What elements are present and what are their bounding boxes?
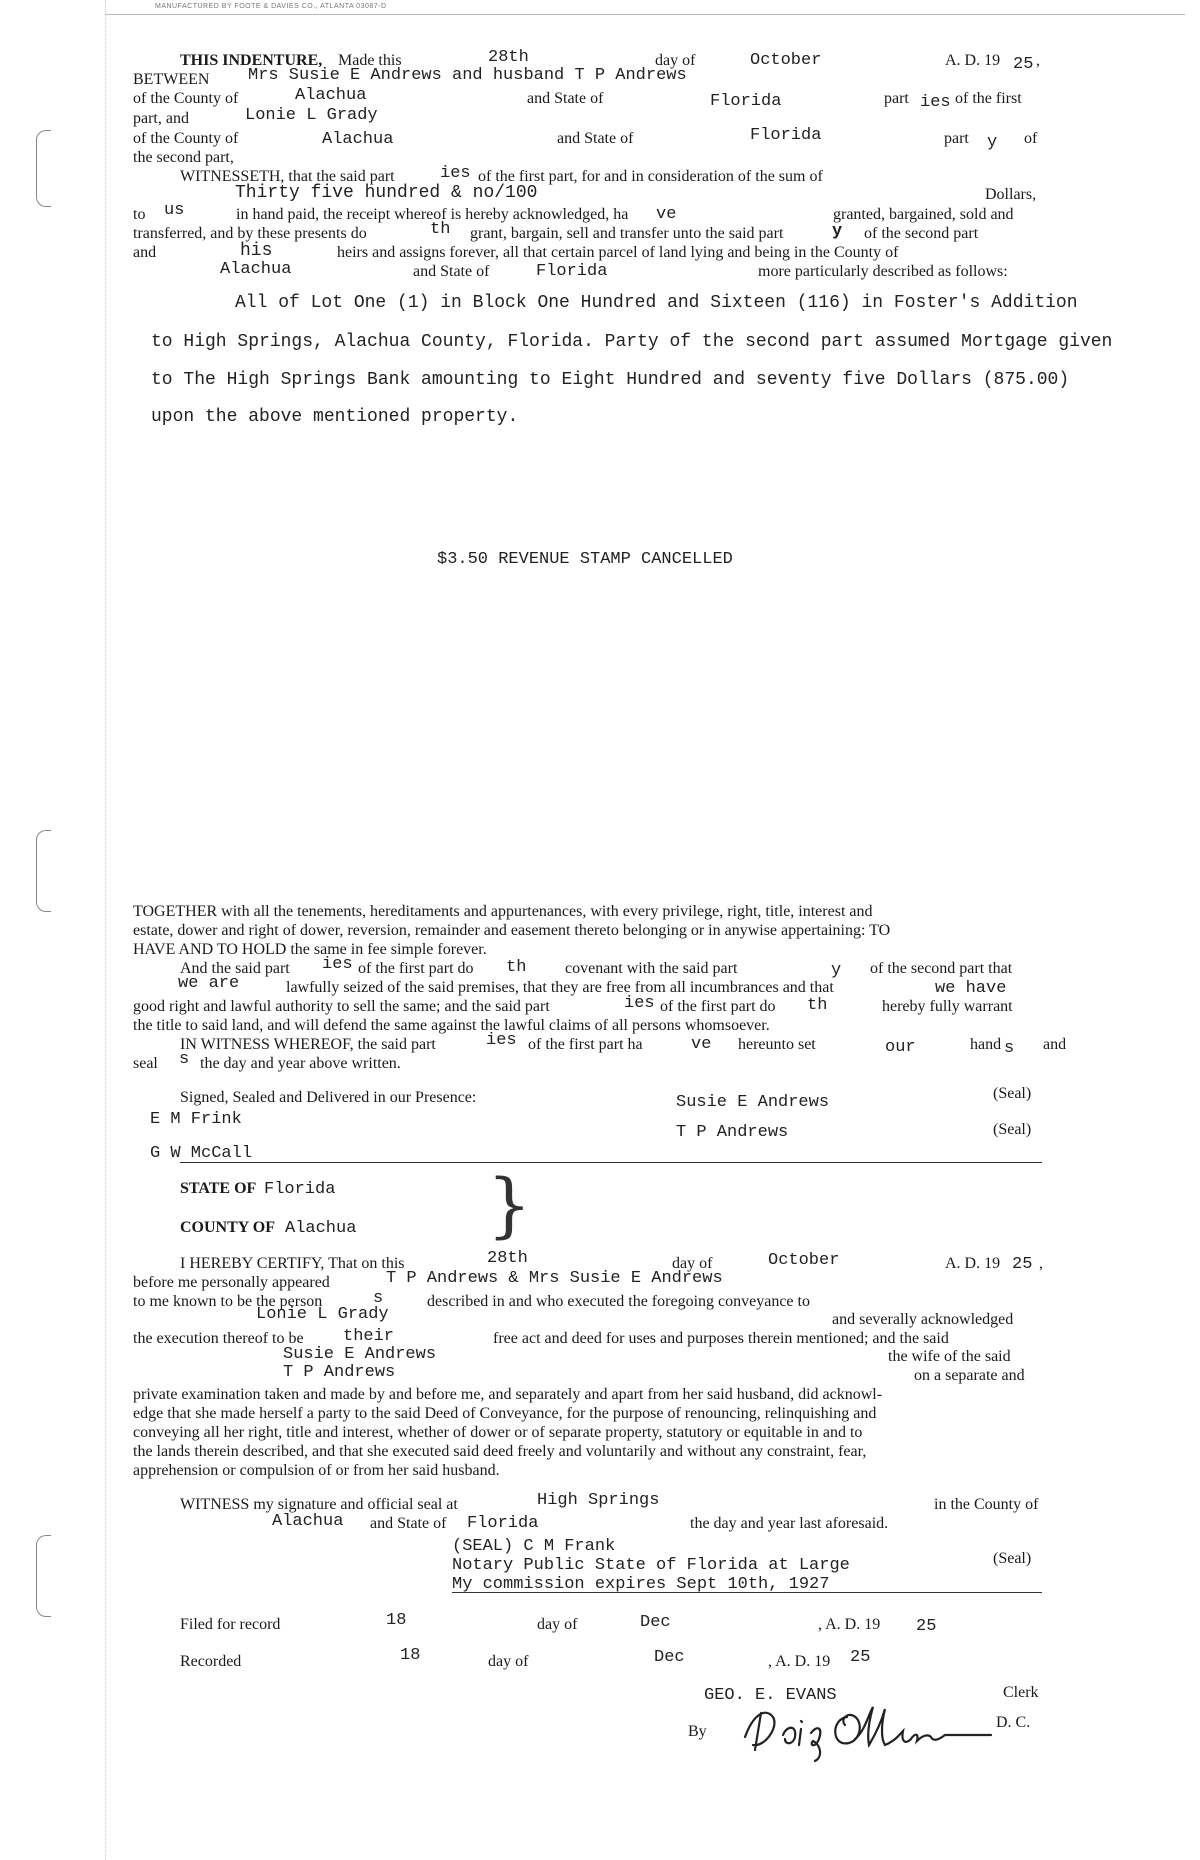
notary-line: Notary Public State of Florida at Large [452,1556,850,1575]
indenture-heading: THIS INDENTURE, [180,52,323,69]
certify-ad: A. D. 19 [945,1255,1001,1272]
title-text: the title to said land, and will defend the same against the lawful claims of all persons whomsoever. [133,1017,770,1034]
seal-suffix: s [179,1050,190,1069]
certify-month: October [768,1251,840,1270]
notary-rule [452,1592,1042,1593]
authority-text: good right and lawful authority to sell the same; and the said part [133,998,550,1015]
notary-seal-marker: (Seal) [993,1550,1032,1567]
grantor-part-suffix: ies [920,93,951,112]
grantor-names: Mrs Susie E Andrews and husband T P Andrews [248,66,687,85]
in-witness-and: and [1043,1036,1067,1053]
wife-of-text: the wife of the said [888,1348,1011,1365]
witness-signature-text: WITNESS my signature and official seal at [180,1496,458,1513]
in-witness-suffix-2: ve [691,1035,712,1054]
in-witness-text-2: of the first part ha [528,1036,643,1053]
in-witness-suffix-3: s [1004,1039,1015,1058]
witness-state: Florida [467,1514,539,1533]
witnesseth-text-2: of the first part, for and in consideration of the sum of [478,168,823,185]
covenant-text: And the said part [180,960,290,977]
known-text-2: described in and who executed the foregoing conveyance to [427,1293,810,1310]
in-county-text: in the County of [934,1496,1039,1513]
transferred-suffix-2: y [832,222,843,241]
grantee-state-label: and State of [557,130,634,147]
covenant-suffix: ies [322,955,353,974]
authority-text-3: hereby fully warrant [882,998,1013,1015]
to-value: us [164,201,185,220]
signer-name: T P Andrews [676,1123,789,1142]
ack-state: Florida [264,1180,336,1199]
transferred-text-3: of the second part [864,225,979,242]
covenant-suffix-3: y [831,961,842,980]
binding-hole [36,1535,51,1617]
appeared-names: T P Andrews & Mrs Susie E Andrews [386,1269,723,1288]
in-witness-text: IN WITNESS WHEREOF, the said part [180,1036,436,1053]
in-witness-hand: hand [970,1036,1002,1053]
filed-ad: , A. D. 19 [818,1616,881,1633]
ack-county: Alachua [285,1219,357,1238]
and-label: and [133,244,157,261]
grantee-county-label: of the County of [133,130,239,147]
filed-day-of: day of [537,1616,578,1633]
last-aforesaid-text: the day and year last aforesaid. [690,1515,889,1532]
state-of-label: and State of [527,90,604,107]
grantee-part-label: part [944,130,969,147]
filed-month: Dec [640,1613,671,1632]
witness-rule [180,1162,1042,1163]
day-of-label: day of [655,52,696,69]
printer-imprint: MANUFACTURED BY FOOTE & DAVIES CO., ATLANTA 03087-D [155,3,387,10]
in-witness-suffix: ies [486,1031,517,1050]
witness-name: G W McCall [150,1144,253,1163]
revenue-stamp-note: $3.50 REVENUE STAMP CANCELLED [437,550,733,569]
of-the-first-label: of the first [955,90,1022,107]
notary-line: My commission expires Sept 10th, 1927 [452,1575,830,1594]
authority-suffix: ies [624,994,655,1013]
deed-year: 25 [1013,55,1034,74]
witnesseth-text: WITNESSETH, that the said part [180,168,395,185]
recorded-month: Dec [654,1648,685,1667]
second-part-label: the second part, [133,149,234,166]
to-label: to [133,206,146,223]
recorded-ad: , A. D. 19 [768,1653,831,1670]
certify-day-of: day of [672,1255,713,1272]
described-text: more particularly described as follows: [758,263,1008,280]
transferred-text: transferred, and by these presents do [133,225,367,242]
seal-marker: (Seal) [993,1085,1032,1102]
deputy-clerk-label: D. C. [996,1714,1031,1731]
legal-line: to High Springs, Alachua County, Florida. Party of the second part assumed Mortgage given [151,332,1113,352]
private-exam-line: the lands therein described, and that she executed said deed freely and voluntarily and without any constraint, fear, [133,1443,867,1460]
heirs-text: heirs and assigns forever, all that certain parcel of land lying and being in the County of [337,244,899,261]
margin-rule [105,0,106,1860]
deed-month: October [750,51,822,70]
clerk-name: GEO. E. EVANS [704,1686,837,1705]
severally-text: and severally acknowledged [832,1311,1014,1328]
seal-label: seal [133,1055,158,1072]
recorded-day-of: day of [488,1653,529,1670]
filed-label: Filed for record [180,1616,281,1633]
private-exam-line: private examination taken and made by and before me, and separately and apart from her said husband, did acknowl- [133,1386,883,1403]
we-are: we are [178,974,240,993]
filed-year: 25 [916,1617,937,1636]
covenant-suffix-2: th [506,958,527,977]
signer-name: Susie E Andrews [676,1093,830,1112]
printer-header [105,0,1185,15]
land-state: Florida [536,262,608,281]
consideration-amount: Thirty five hundred & no/100 [235,183,538,203]
signed-sealed-label: Signed, Sealed and Delivered in our Presence: [180,1089,477,1106]
grantee-name: Lonie L Grady [245,106,378,125]
part-label: part [884,90,909,107]
private-exam-line: conveying all her right, title and interest, whether of dower or of separate property, statutory or equitable in and to [133,1424,863,1441]
ad-label: A. D. 19 [945,52,1001,69]
between-label: BETWEEN [133,71,210,88]
grantor-county: Alachua [295,86,367,105]
dollars-label: Dollars, [985,186,1037,203]
execution-text: the execution thereof to be [133,1330,304,1347]
husband-name: T P Andrews [283,1363,396,1382]
brace-symbol: } [487,1164,532,1246]
certify-comma: , [1039,1255,1043,1272]
binding-hole [36,130,51,207]
legal-line: upon the above mentioned property. [151,407,519,427]
receipt-text-2: granted, bargained, sold and [833,206,1014,223]
part-and-label: part, and [133,110,189,127]
transferred-suffix: th [430,220,451,239]
witness-state-label: and State of [370,1515,447,1532]
grantee-state: Florida [750,126,822,145]
recorded-label: Recorded [180,1653,242,1670]
together-line: HAVE AND TO HOLD the same in fee simple forever. [133,941,487,958]
together-line: estate, dower and right of dower, reversion, remainder and easement thereto belonging or in anywise appertaining: TO [133,922,891,939]
known-suffix: s [373,1289,384,1308]
separate-text: on a separate and [914,1367,1025,1384]
land-county: Alachua [220,260,292,279]
clerk-label: Clerk [1003,1684,1039,1701]
together-line: TOGETHER with all the tenements, hereditaments and appurtenances, with every privilege, right, title, interest and [133,903,873,920]
before-me-text: before me personally appeared [133,1274,330,1291]
by-label: By [688,1723,707,1740]
in-witness-text-3: hereunto set [738,1036,816,1053]
seized-text: lawfully seized of the said premises, that they are free from all incumbrances and that [286,979,834,996]
certify-text: I HEREBY CERTIFY, That on this [180,1255,405,1272]
witness-county: Alachua [272,1512,344,1531]
recorded-day: 18 [400,1646,421,1665]
execution-text-2: free act and deed for uses and purposes therein mentioned; and the said [493,1330,949,1347]
authority-suffix-2: th [807,996,828,1015]
grantee-part-suffix: y [987,133,998,152]
binding-hole [36,830,51,912]
of-label: of [1024,130,1038,147]
comma: , [1036,52,1040,69]
covenant-text-3: covenant with the said part [565,960,738,977]
transferred-text-2: grant, bargain, sell and transfer unto the said part [470,225,784,242]
deed-day: 28th [488,48,529,67]
legal-line: All of Lot One (1) in Block One Hundred and Sixteen (116) in Foster's Addition [235,293,1078,313]
we-have: we have [935,979,1007,998]
receipt-text: in hand paid, the receipt whereof is hereby acknowledged, ha [236,206,629,223]
authority-text-2: of the first part do [660,998,776,1015]
certify-year: 25 [1012,1255,1033,1274]
execution-value: their [343,1327,395,1346]
witness-name: E M Frink [150,1110,242,1129]
witness-place: High Springs [537,1491,660,1510]
grantor-state: Florida [710,92,782,111]
in-witness-our: our [885,1038,916,1057]
state-of-heading: STATE OF [180,1180,257,1197]
county-of-heading: COUNTY OF [180,1219,275,1236]
filed-day: 18 [386,1611,407,1630]
wife-name: Susie E Andrews [283,1345,437,1364]
private-exam-line: apprehension or compulsion of or from her said husband. [133,1462,500,1479]
conveyance-grantee: Lonie L Grady [256,1305,389,1324]
notary-line: (SEAL) C M Frank [452,1537,616,1556]
private-exam-line: edge that she made herself a party to the said Deed of Conveyance, for the purpose of renouncing, relinquishing and [133,1405,877,1422]
certify-day: 28th [487,1249,528,1268]
heirs-value: his [240,241,273,261]
receipt-suffix: ve [656,205,677,224]
witnesseth-suffix: ies [440,164,471,183]
known-text: to me known to be the person [133,1293,323,1310]
seal-marker: (Seal) [993,1121,1032,1138]
deputy-clerk-signature [735,1695,1005,1765]
legal-line: to The High Springs Bank amounting to Eight Hundred and seventy five Dollars (875.00) [151,370,1070,390]
seal-rest: the day and year above written. [200,1055,401,1072]
covenant-text-2: of the first part do [358,960,474,977]
land-state-label: and State of [413,263,490,280]
covenant-text-4: of the second part that [870,960,1013,977]
grantee-county: Alachua [322,130,394,149]
made-this-label: Made this [338,52,402,69]
recorded-year: 25 [850,1648,871,1667]
county-of-label: of the County of [133,90,239,107]
